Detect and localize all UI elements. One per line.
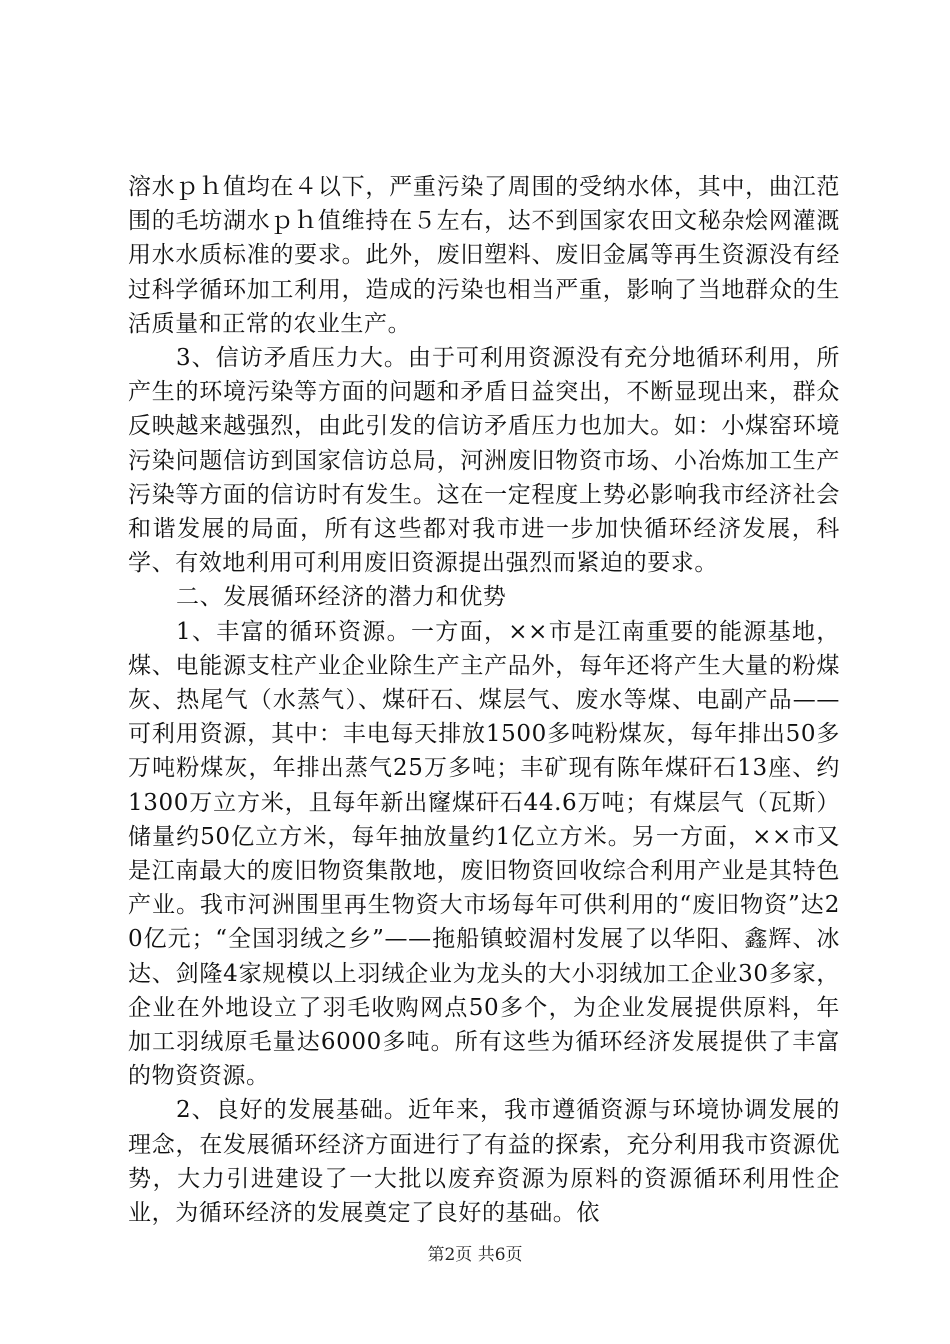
document-body: [128, 170, 840, 1230]
section-heading-potential-advantages: 二、发展循环经济的潜力和优势: [176, 584, 507, 611]
paragraph-continuation: 溶水ｐｈ值均在４以下，严重污染了周围的受纳水体，其中，曲江范围的毛坊湖水ｐｈ值维持在５左右，达不到国家农田文秘杂烩网灌溉用水水质标准的要求。此外，废旧塑料、废旧金属等再生资源没有经过科学循环加工利用，造成的污染也相当严重，影响了当地群众的生活质量和正常的农业生产。: [128, 174, 840, 337]
page-number-footer: 第2页 共6页: [427, 1245, 523, 1265]
paragraph-development-foundation: 2、良好的发展基础。近年来，我市遵循资源与环境协调发展的理念，在发展循环经济方面进行了有益的探索，充分利用我市资源优势，大力引进建设了一大批以废弃资源为原料的资源循环利用性企业，为循环经济的发展奠定了良好的基础。依: [128, 1097, 840, 1227]
paragraph-abundant-resources: 1、丰富的循环资源。一方面，××市是江南重要的能源基地，煤、电能源支柱产业企业除生产主产品外，每年还将产生大量的粉煤灰、热尾气（水蒸气）、煤矸石、煤层气、废水等煤、电副产品——可利用资源，其中：丰电每天排放1500多吨粉煤灰，每年排出50多万吨粉煤灰，年排出蒸气25万多吨；丰矿现有陈年煤矸石13座、约1300万立方米，且每年新出窿煤矸石44.6万吨；有煤层气（瓦斯）储量约50亿立方米，每年抽放量约1亿立方米。另一方面，××市又是江南最大的废旧物资集散地，废旧物资回收综合利用产业是其特色产业。我市河洲围里再生物资大市场每年可供利用的“废旧物资”达20亿元；“全国羽绒之乡”——拖船镇蛟湄村发展了以华阳、鑫辉、冰达、剑隆4家规模以上羽绒企业为龙头的大小羽绒加工企业30多家，企业在外地设立了羽毛收购网点50多个，为企业发展提供原料，年加工羽绒原毛量达6000多吨。所有这些为循环经济发展提供了丰富的物资资源。: [128, 618, 840, 1090]
paragraph-petition-pressure: 3、信访矛盾压力大。由于可利用资源没有充分地循环利用，所产生的环境污染等方面的问题和矛盾日益突出，不断显现出来，群众反映越来越强烈，由此引发的信访矛盾压力也加大。如：小煤窑环境污染问题信访到国家信访总局，河洲废旧物资市场、小冶炼加工生产污染等方面的信访时有发生。这在一定程度上势必影响我市经济社会和谐发展的局面，所有这些都对我市进一步加快循环经济发展，科学、有效地利用可利用废旧资源提出强烈而紧迫的要求。: [128, 345, 840, 577]
